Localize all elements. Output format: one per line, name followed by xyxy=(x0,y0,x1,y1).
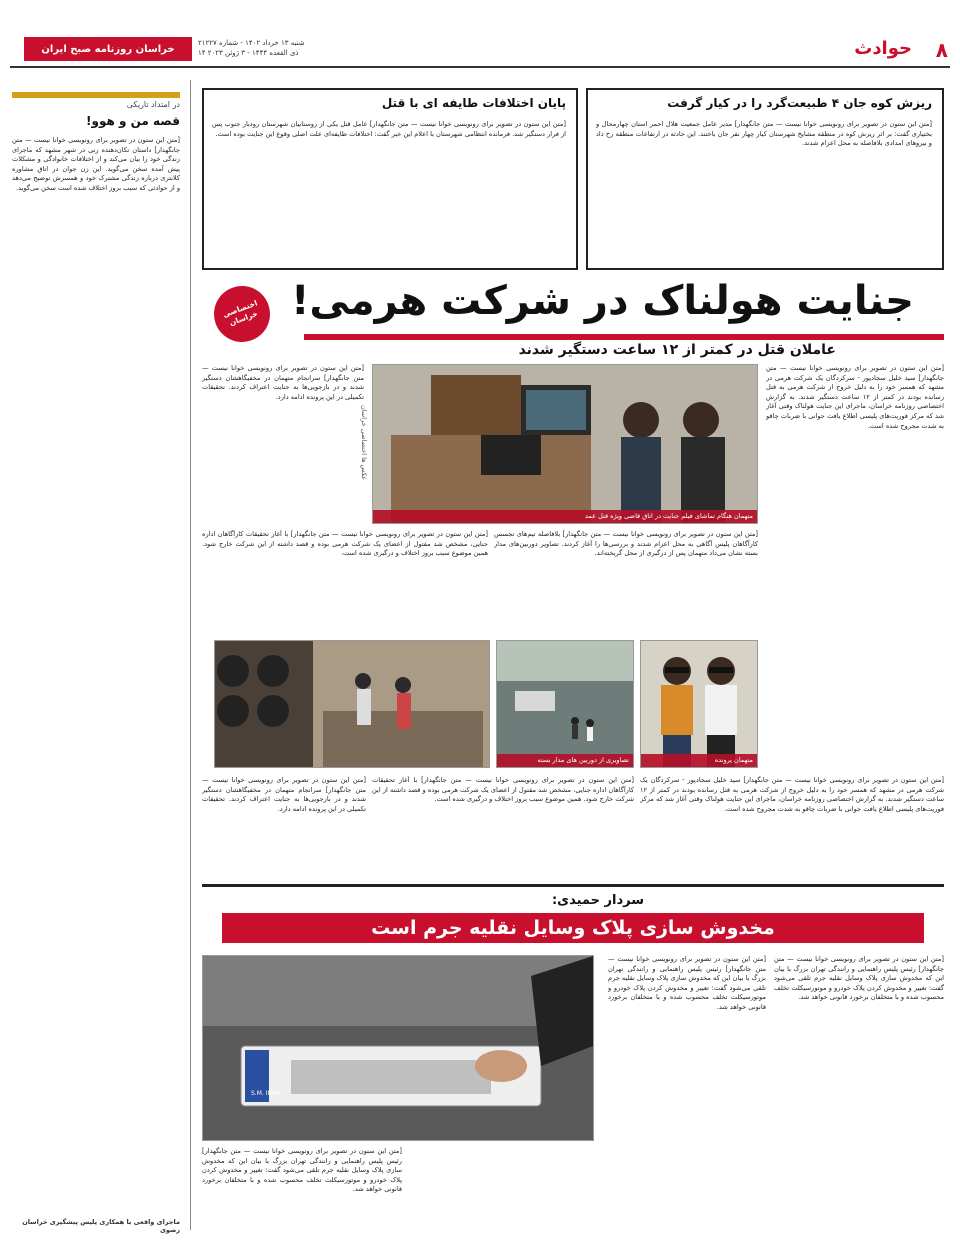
column-label: در امتداد تاریکی xyxy=(126,100,180,109)
column-title: قصه من و هوو! xyxy=(86,114,180,128)
photo-credit: عکس ها اختصاصی خراسان xyxy=(360,404,368,480)
date-line-2: ۱۴ ذی القعده ۱۴۴۴ - ۳ ژوئن ۲۰۲۳ xyxy=(198,49,299,57)
photo-caption: متهمان پرونده xyxy=(641,754,757,767)
date-line-1: شنبه ۱۳ خرداد ۱۴۰۲ - شماره ۲۱۲۲۷ xyxy=(198,39,305,47)
main-body-col-4: [متن این ستون در تصویر برای رونویسی خوانا نیست — متن جانگهدار] سرانجام متهمان در مخفیگاهشان دستگیر شدند و در بازجویی‌ها به جنایت اعتراف کردند. تحقیقات تکمیلی در این پرونده ادامه دارد. xyxy=(202,364,364,401)
bottom-body-col-2: [متن این ستون در تصویر برای رونویسی خوانا نیست — متن جانگهدار] رئیس پلیس راهنمایی و رانندگی تهران بزرگ با بیان این که مخدوش سازی پلاک وسایل نقلیه جرم تلقی می‌شود گفت: تغییر و مخدوش کردن پلاک خودرو و موتورسیکلت تخلف محسوب شده و با متخلفان برخورد قانونی خواهد شد. xyxy=(608,955,766,1011)
main-headline: جنایت هولناک در شرکت هرمی! xyxy=(291,278,914,324)
header-rule xyxy=(10,66,950,68)
left-column-story xyxy=(12,92,180,1234)
main-article-header xyxy=(214,276,944,356)
bottom-title: مخدوش سازی پلاک وسایل نقلیه جرم است xyxy=(371,917,775,939)
photo-suspects-watching-art xyxy=(372,365,757,524)
box-body: [متن این ستون در تصویر برای رونویسی خوانا نیست — متن جانگهدار] عامل قتل یکی از روستاییان شهرستان رودبار جنوب پس از فرار دستگیر شد. فرمانده انتظامی شهرستان با اعلام این خبر گفت: اختلافات طایفه‌ای علت اصلی وقوع این جنایت بوده است. xyxy=(212,120,566,138)
main-body-lower-mid: [متن این ستون در تصویر برای رونویسی خوانا نیست — متن جانگهدار] با آغاز تحقیقات کارآگاهان اداره جنایی، مشخص شد مقتول از اعضای یک شرکت هرمی بوده و قصد داشته از این شرکت خارج شود. همین موضوع سبب بروز اختلاف و درگیری شده است. xyxy=(372,776,634,804)
date-info xyxy=(198,38,305,58)
bottom-title-bar xyxy=(222,913,924,943)
photo-cctv-shop xyxy=(214,640,490,768)
photo-plate-tampering-art xyxy=(202,956,593,1141)
box-title: ریزش کوه جان ۴ طبیعت‌گرد را در کیار گرفت xyxy=(667,96,932,110)
section-title: حوادث xyxy=(854,38,912,59)
bottom-body-col-1: [متن این ستون در تصویر برای رونویسی خوانا نیست — متن جانگهدار] رئیس پلیس راهنمایی و رانندگی تهران بزرگ با بیان این که مخدوش سازی پلاک وسایل نقلیه جرم تلقی می‌شود گفت: تغییر و مخدوش کردن پلاک خودرو و موتورسیکلت تخلف محسوب شده و با متخلفان برخورد قانونی خواهد شد. xyxy=(774,955,944,1002)
main-body-col-3: [متن این ستون در تصویر برای رونویسی خوانا نیست — متن جانگهدار] با آغاز تحقیقات کارآگاهان اداره جنایی، مشخص شد مقتول از اعضای یک شرکت هرمی بوده و قصد داشته از این شرکت خارج شود. همین موضوع سبب بروز اختلاف و درگیری شده است. xyxy=(202,530,488,558)
plate-text: S.M. IRAN xyxy=(251,1090,280,1097)
main-body-lower-right: [متن این ستون در تصویر برای رونویسی خوانا نیست — متن جانگهدار] سید خلیل سجادپور - سرکردگان یک شرکت هرمی در مشهد که همسر خود را به دلیل خروج از شرکت هرمی به قتل رسانده بودند در کمتر از ۱۲ ساعت دستگیر شدند. به گزارش اختصاصی روزنامه خراسان، ماجرای این جنایت هولناک وقتی آغاز شد که مرکز فوریت‌های پلیسی اطلاع یافت جوانی با ضربات چاقو به شدت مجروح شده است. xyxy=(640,776,944,813)
photo-cctv-shop-art xyxy=(214,641,489,768)
bottom-kicker: سردار حمیدی: xyxy=(551,893,644,908)
headline-bar xyxy=(304,334,944,340)
main-body-col-1: [متن این ستون در تصویر برای رونویسی خوانا نیست — متن جانگهدار] سید خلیل سجادپور - سرکردگان یک شرکت هرمی در مشهد که همسر خود را به دلیل خروج از شرکت هرمی به قتل رسانده بودند در کمتر از ۱۲ ساعت دستگیر شدند. به گزارش اختصاصی روزنامه خراسان، ماجرای این جنایت هولناک وقتی آغاز شد که مرکز فوریت‌های پلیسی اطلاع یافت جوانی با ضربات چاقو به شدت مجروح شده است. xyxy=(766,364,944,430)
photo-cctv-street xyxy=(496,640,634,768)
left-column-bar xyxy=(12,92,180,98)
main-body-col-2: [متن این ستون در تصویر برای رونویسی خوانا نیست — متن جانگهدار] بلافاصله تیم‌های تجسس کارآگاهان پلیس آگاهی به محل اعزام شدند و بررسی‌ها را آغاز کردند. تصاویر دوربین‌های مدار بسته نشان می‌داد متهمان پس از درگیری از محل گریخته‌اند. xyxy=(494,530,758,558)
bottom-body-col-3: [متن این ستون در تصویر برای رونویسی خوانا نیست — متن جانگهدار] رئیس پلیس راهنمایی و رانندگی تهران بزرگ با بیان این که مخدوش سازی پلاک وسایل نقلیه جرم تلقی می‌شود گفت: تغییر و مخدوش کردن پلاک خودرو و موتورسیکلت تخلف محسوب شده و با متخلفان برخورد قانونی خواهد شد. xyxy=(202,1147,402,1194)
bottom-article xyxy=(202,884,944,1232)
main-body-lower-left: [متن این ستون در تصویر برای رونویسی خوانا نیست — متن جانگهدار] سرانجام متهمان در مخفیگاهشان دستگیر شدند و در بازجویی‌ها به جنایت اعتراف کردند. تحقیقات تکمیلی در این پرونده ادامه دارد. xyxy=(202,776,366,813)
photo-cctv-street-art xyxy=(496,641,633,768)
exclusive-tag: اختصاصی خراسان xyxy=(206,278,278,350)
column-body: [متن این ستون در تصویر برای رونویسی خوانا نیست — متن جانگهدار] داستان تکان‌دهنده زنی در شهر مشهد که ماجرای زندگی خود را بیان می‌کند و از اختلافات خانوادگی و مشکلات پیش آمده سخن می‌گوید. این زن جوان در اتاق مشاوره کلانتری درباره زندگی مشترک خود و همسرش توضیح می‌دهد و از حوادثی که سبب بروز اختلاف شده است سخن می‌گوید. xyxy=(12,136,180,192)
news-box-feud xyxy=(202,88,578,270)
box-title: پایان اختلافات طایفه ای با قتل xyxy=(381,96,566,110)
photo-suspects-art xyxy=(640,641,757,768)
brand-logo: خراسان روزنامه صبح ایران xyxy=(24,37,192,61)
page-number: ۸ xyxy=(935,38,948,62)
photo-caption: متهمان هنگام تماشای فیلم جنایت در اتاق قاضی ویژه قتل عمد xyxy=(373,510,757,523)
news-box-landslide xyxy=(586,88,944,270)
main-subhead: عاملان قتل در کمتر از ۱۲ ساعت دستگیر شدند xyxy=(511,342,844,358)
column-credit: ماجرای واقعی با همکاری پلیس پیشگیری خراسان رضوی xyxy=(22,1218,180,1234)
photo-suspects xyxy=(640,640,758,768)
photo-suspects-watching xyxy=(372,364,758,524)
photo-caption: تصاویری از دوربین های مدار بسته xyxy=(497,754,633,767)
column-divider xyxy=(190,80,191,1230)
box-body: [متن این ستون در تصویر برای رونویسی خوانا نیست — متن جانگهدار] مدیر عامل جمعیت هلال احمر استان چهارمحال و بختیاری گفت: بر اثر ریزش کوه در منطقه مشایخ شهرستان کیار چهار نفر جان باختند. این حادثه در ارتفاعات منطقه رخ داد و نیروهای امدادی بلافاصله به محل اعزام شدند. xyxy=(596,120,932,148)
photo-plate-tampering xyxy=(202,955,594,1141)
